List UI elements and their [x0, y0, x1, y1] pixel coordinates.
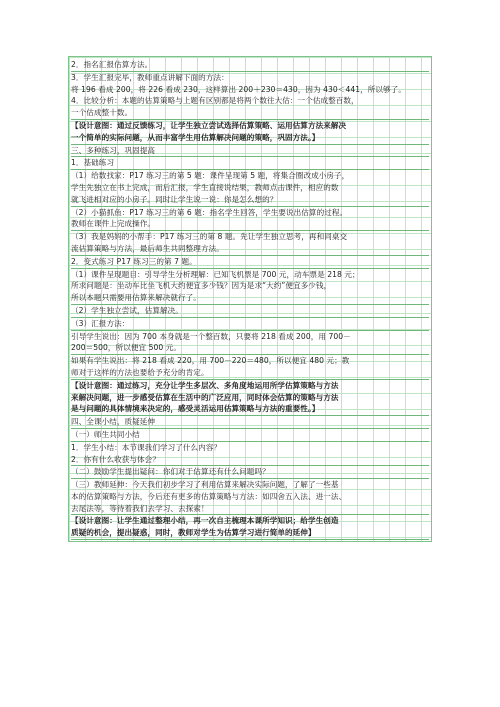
text-line: 引导学生说出：因为 700 本身就是一个整百数，只要将 218 看成 200，用 700－: [71, 331, 351, 341]
text-line: （2）小猫抓鱼：P17 练习三的第 6 题：指名学生回答，学生要说出估算的过程。: [71, 207, 348, 217]
text-line: （二）鼓励学生提出疑问：你们对于估算还有什么问题吗？: [71, 466, 429, 479]
text-line: （1）给数找家：P17 练习三的第 5 题：课件呈现第 5 题，将集合圈改成小房子，: [71, 171, 350, 181]
text-line: 本的估算策略与方法，今后还有更多的估算策略与方法：如四舍五入法、进一法、: [71, 491, 347, 501]
text-line: 去尾法等，等待着我们去学习、去探索！: [71, 503, 429, 516]
text-line: 师对于这样的方法也要给予充分的肯定。: [71, 367, 429, 380]
text-line: 200＝500，所以便宜 500 元。: [71, 342, 429, 355]
design-note-line: 一个简单的实际问题，从而丰富学生用估算解决问题的策略，巩固方法。】: [71, 132, 429, 145]
text-line: 如果有学生说出：将 218 看成 220，用 700－220＝480，所以便宜 480 元；教: [71, 356, 350, 366]
document-body: [71, 59, 429, 540]
text-line: 所求问题是：坐动车比坐飞机大约便宜多少钱？因为是求“大约”便宜多少钱，: [71, 281, 332, 291]
text-line: 3．学生汇报完毕，教师重点讲解下面的方法：: [71, 72, 229, 82]
text-line: 流估算策略与方法，最后师生共同整理方法。: [71, 243, 429, 256]
text-line: 1．学生小结：本节课我们学习了什么内容？: [71, 442, 222, 452]
document-page: [68, 56, 432, 542]
text-line: 三、多种练习，巩固提高: [71, 145, 429, 158]
text-line: 就飞进相对应的小房子。同时让学生说一说：你是怎么想的？: [71, 194, 429, 207]
design-note-line: 来解决问题，进一步感受估算在生活中的广泛应用，同时体会估算的策略与方法: [71, 392, 339, 402]
text-line: （1）课件呈现题目：引导学生分析理解：已知飞机票是 700 元，动车票是 218 元；: [71, 269, 360, 279]
text-line: （一）师生共同小结: [71, 429, 429, 442]
text-line: 一个估成整十数。: [71, 107, 429, 120]
text-line: 将 196 看成 200，将 226 看成 230，这样算出 200＋230＝430，因为 430＜441，所以够了。: [71, 84, 406, 94]
text-line: 1．基础练习: [71, 157, 429, 170]
text-line: 四、全课小结，质疑延伸: [71, 416, 429, 429]
text-line: 学生先独立在书上完成，而后汇报，学生直接说结果，教师点击课件，相应的数: [71, 182, 339, 192]
text-line: （3）我是妈妈的小帮手：P17 练习三的第 8 题。先让学生独立思考，再和同桌交: [71, 232, 348, 242]
text-line: 4．比较分析：本题的估算策略与上题有区别都是将两个数往大估：一个估成整百数，: [71, 96, 359, 106]
design-note-line: 【设计意图：通过练习，充分让学生多层次、多角度地运用所学估算策略与方法: [71, 380, 339, 390]
design-note-line: 质疑的机会，提出疑惑，同时，教师对学生为估算学习进行简单的延伸】: [71, 527, 429, 540]
design-note-line: 【设计意图：通过反馈练习，让学生独立尝试选择估算策略、运用估算方法来解决: [71, 120, 347, 130]
design-note-line: 【设计意图：让学生通过整理小结，再一次自主梳理本课所学知识；给学生创造: [71, 516, 339, 526]
design-note-line: 是与问题的具体情境来决定的，感受灵活运用估算策略与方法的重要性。】: [71, 403, 429, 416]
text-line: 所以本题只需要用估算来解决就行了。: [71, 292, 429, 305]
text-line: （2）学生独立尝试，估算解决。: [71, 305, 429, 318]
text-line: （3）汇报方法：: [71, 318, 429, 331]
text-line: 教师在课件上完成操作。: [71, 218, 429, 231]
text-line: 2．你有什么收获与体会？: [71, 454, 429, 467]
text-line: 2．指名汇报估算方法。: [71, 59, 429, 72]
text-line: （三）教师延伸：今天我们初步学习了利用估算来解决实际问题，了解了一些基: [71, 480, 339, 490]
text-line: 2．变式练习 P17 练习三的第 7 题。: [71, 256, 429, 269]
